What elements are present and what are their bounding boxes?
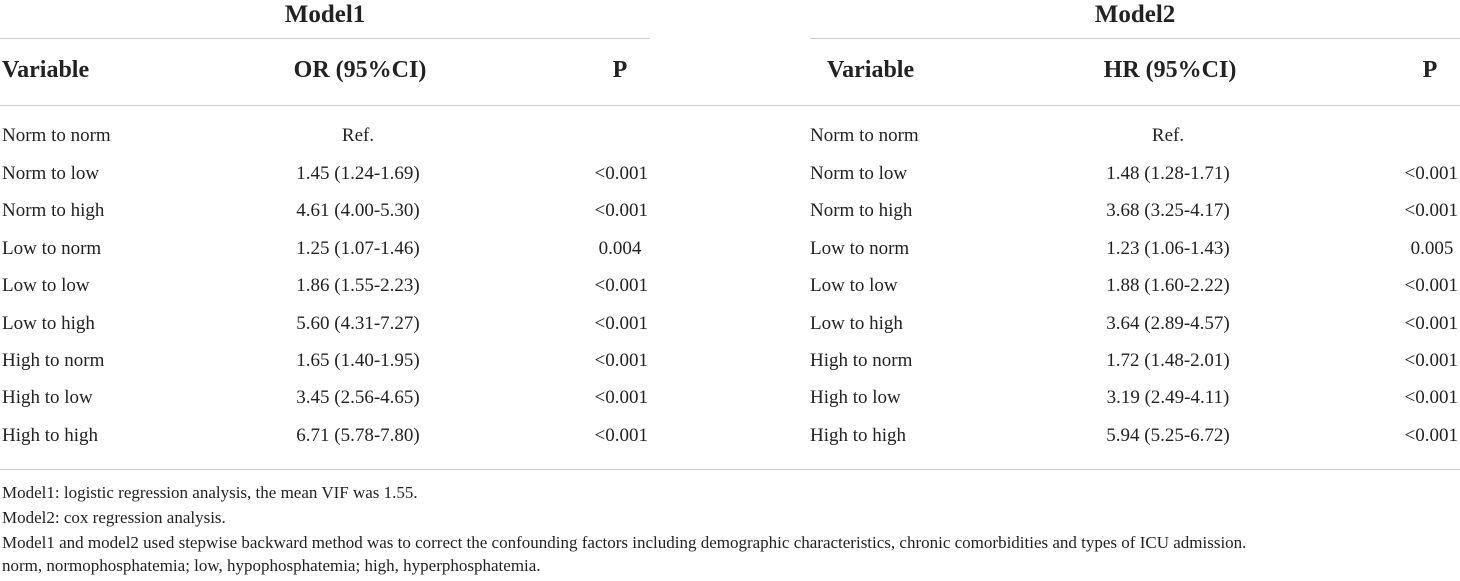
- model2-variable: Low to high: [810, 313, 903, 334]
- model1-p: <0.001: [594, 275, 648, 296]
- model1-variable: Norm to norm: [2, 125, 111, 146]
- table-row: [0, 307, 1460, 341]
- model2-p: <0.001: [1404, 275, 1458, 296]
- table-row: [0, 194, 1460, 228]
- table-row: [0, 344, 1460, 378]
- model2-hr: 5.94 (5.25-6.72): [1106, 425, 1230, 446]
- model2-p: <0.001: [1404, 163, 1458, 184]
- model2-variable: High to norm: [810, 350, 913, 371]
- model1-title: Model1: [284, 1, 366, 28]
- model1-title-rule: [0, 38, 650, 39]
- model1-or: 1.86 (1.55-2.23): [296, 275, 420, 296]
- table-row: [0, 232, 1460, 266]
- model1-or: 1.45 (1.24-1.69): [296, 163, 420, 184]
- table-row: [0, 419, 1460, 453]
- model2-hr: 3.19 (2.49-4.11): [1106, 387, 1230, 408]
- model2-header-variable: Variable: [827, 57, 915, 83]
- model1-p: <0.001: [594, 425, 648, 446]
- table-row: [0, 157, 1460, 191]
- model1-p: <0.001: [594, 350, 648, 371]
- footnote-abbreviations: norm, normophosphatemia; low, hypophosphatemia; high, hyperphosphatemia.: [2, 556, 541, 575]
- model1-or: 1.25 (1.07-1.46): [296, 238, 420, 259]
- model2-variable: Low to norm: [810, 238, 910, 259]
- model1-variable: High to norm: [2, 350, 105, 371]
- model2-hr: 1.72 (1.48-2.01): [1106, 350, 1230, 371]
- model1-p: <0.001: [594, 313, 648, 334]
- model2-title-rule: [810, 38, 1460, 39]
- model2-p: [1350, 119, 1458, 153]
- model2-p: <0.001: [1404, 425, 1458, 446]
- model1-header-variable: Variable: [2, 57, 90, 83]
- table-row: [0, 381, 1460, 415]
- model2-hr: 1.88 (1.60-2.22): [1106, 275, 1230, 296]
- model1-variable: High to low: [2, 387, 93, 408]
- model1-header-p: P: [612, 57, 628, 83]
- model1-p: <0.001: [594, 387, 648, 408]
- model2-hr: 1.48 (1.28-1.71): [1106, 163, 1230, 184]
- model2-header-p: P: [1422, 57, 1438, 83]
- model2-p: <0.001: [1404, 350, 1458, 371]
- model1-variable: Low to high: [2, 313, 95, 334]
- model2-variable: Norm to high: [810, 200, 913, 221]
- footnote-model2: Model2: cox regression analysis.: [2, 508, 226, 527]
- model2-p: 0.005: [1410, 238, 1454, 259]
- model1-header-or: OR (95%CI): [293, 57, 427, 83]
- model2-variable: High to low: [810, 387, 901, 408]
- model1-p: <0.001: [594, 200, 648, 221]
- model1-variable: High to high: [2, 425, 99, 446]
- model1-or: 6.71 (5.78-7.80): [296, 425, 420, 446]
- model1-variable: Low to norm: [2, 238, 102, 259]
- model1-p: 0.004: [598, 238, 642, 259]
- model1-or: 1.65 (1.40-1.95): [296, 350, 420, 371]
- model1-variable: Low to low: [2, 275, 90, 296]
- model2-variable: High to high: [810, 425, 907, 446]
- model1-or: 5.60 (4.31-7.27): [296, 313, 420, 334]
- model2-variable: Norm to low: [810, 163, 908, 184]
- model1-variable: Norm to low: [2, 163, 100, 184]
- table-row: [0, 119, 1460, 153]
- table-row: [0, 269, 1460, 303]
- model2-hr: 3.68 (3.25-4.17): [1106, 200, 1230, 221]
- model2-title: Model2: [1094, 1, 1176, 28]
- table-bottom-rule: [0, 469, 1460, 470]
- model1-p: [540, 119, 648, 153]
- footnote-model1: Model1: logistic regression analysis, the mean VIF was 1.55.: [2, 483, 418, 502]
- model1-or: 3.45 (2.56-4.65): [296, 387, 420, 408]
- model2-hr: 3.64 (2.89-4.57): [1106, 313, 1230, 334]
- model2-p: <0.001: [1404, 387, 1458, 408]
- model1-or: 4.61 (4.00-5.30): [296, 200, 420, 221]
- model1-or: Ref.: [341, 125, 375, 146]
- header-rule: [0, 105, 1460, 106]
- model1-variable: Norm to high: [2, 200, 105, 221]
- model2-variable: Norm to norm: [810, 125, 919, 146]
- model2-p: <0.001: [1404, 200, 1458, 221]
- model2-header-hr: HR (95%CI): [1103, 57, 1237, 83]
- model1-p: <0.001: [594, 163, 648, 184]
- model2-hr: Ref.: [1151, 125, 1185, 146]
- model2-p: <0.001: [1404, 313, 1458, 334]
- model2-hr: 1.23 (1.06-1.43): [1106, 238, 1230, 259]
- footnote-method: Model1 and model2 used stepwise backward method was to correct the confounding factors including demographic characteristics, chronic comorbidities and types of ICU admission.: [2, 533, 1247, 552]
- model2-variable: Low to low: [810, 275, 898, 296]
